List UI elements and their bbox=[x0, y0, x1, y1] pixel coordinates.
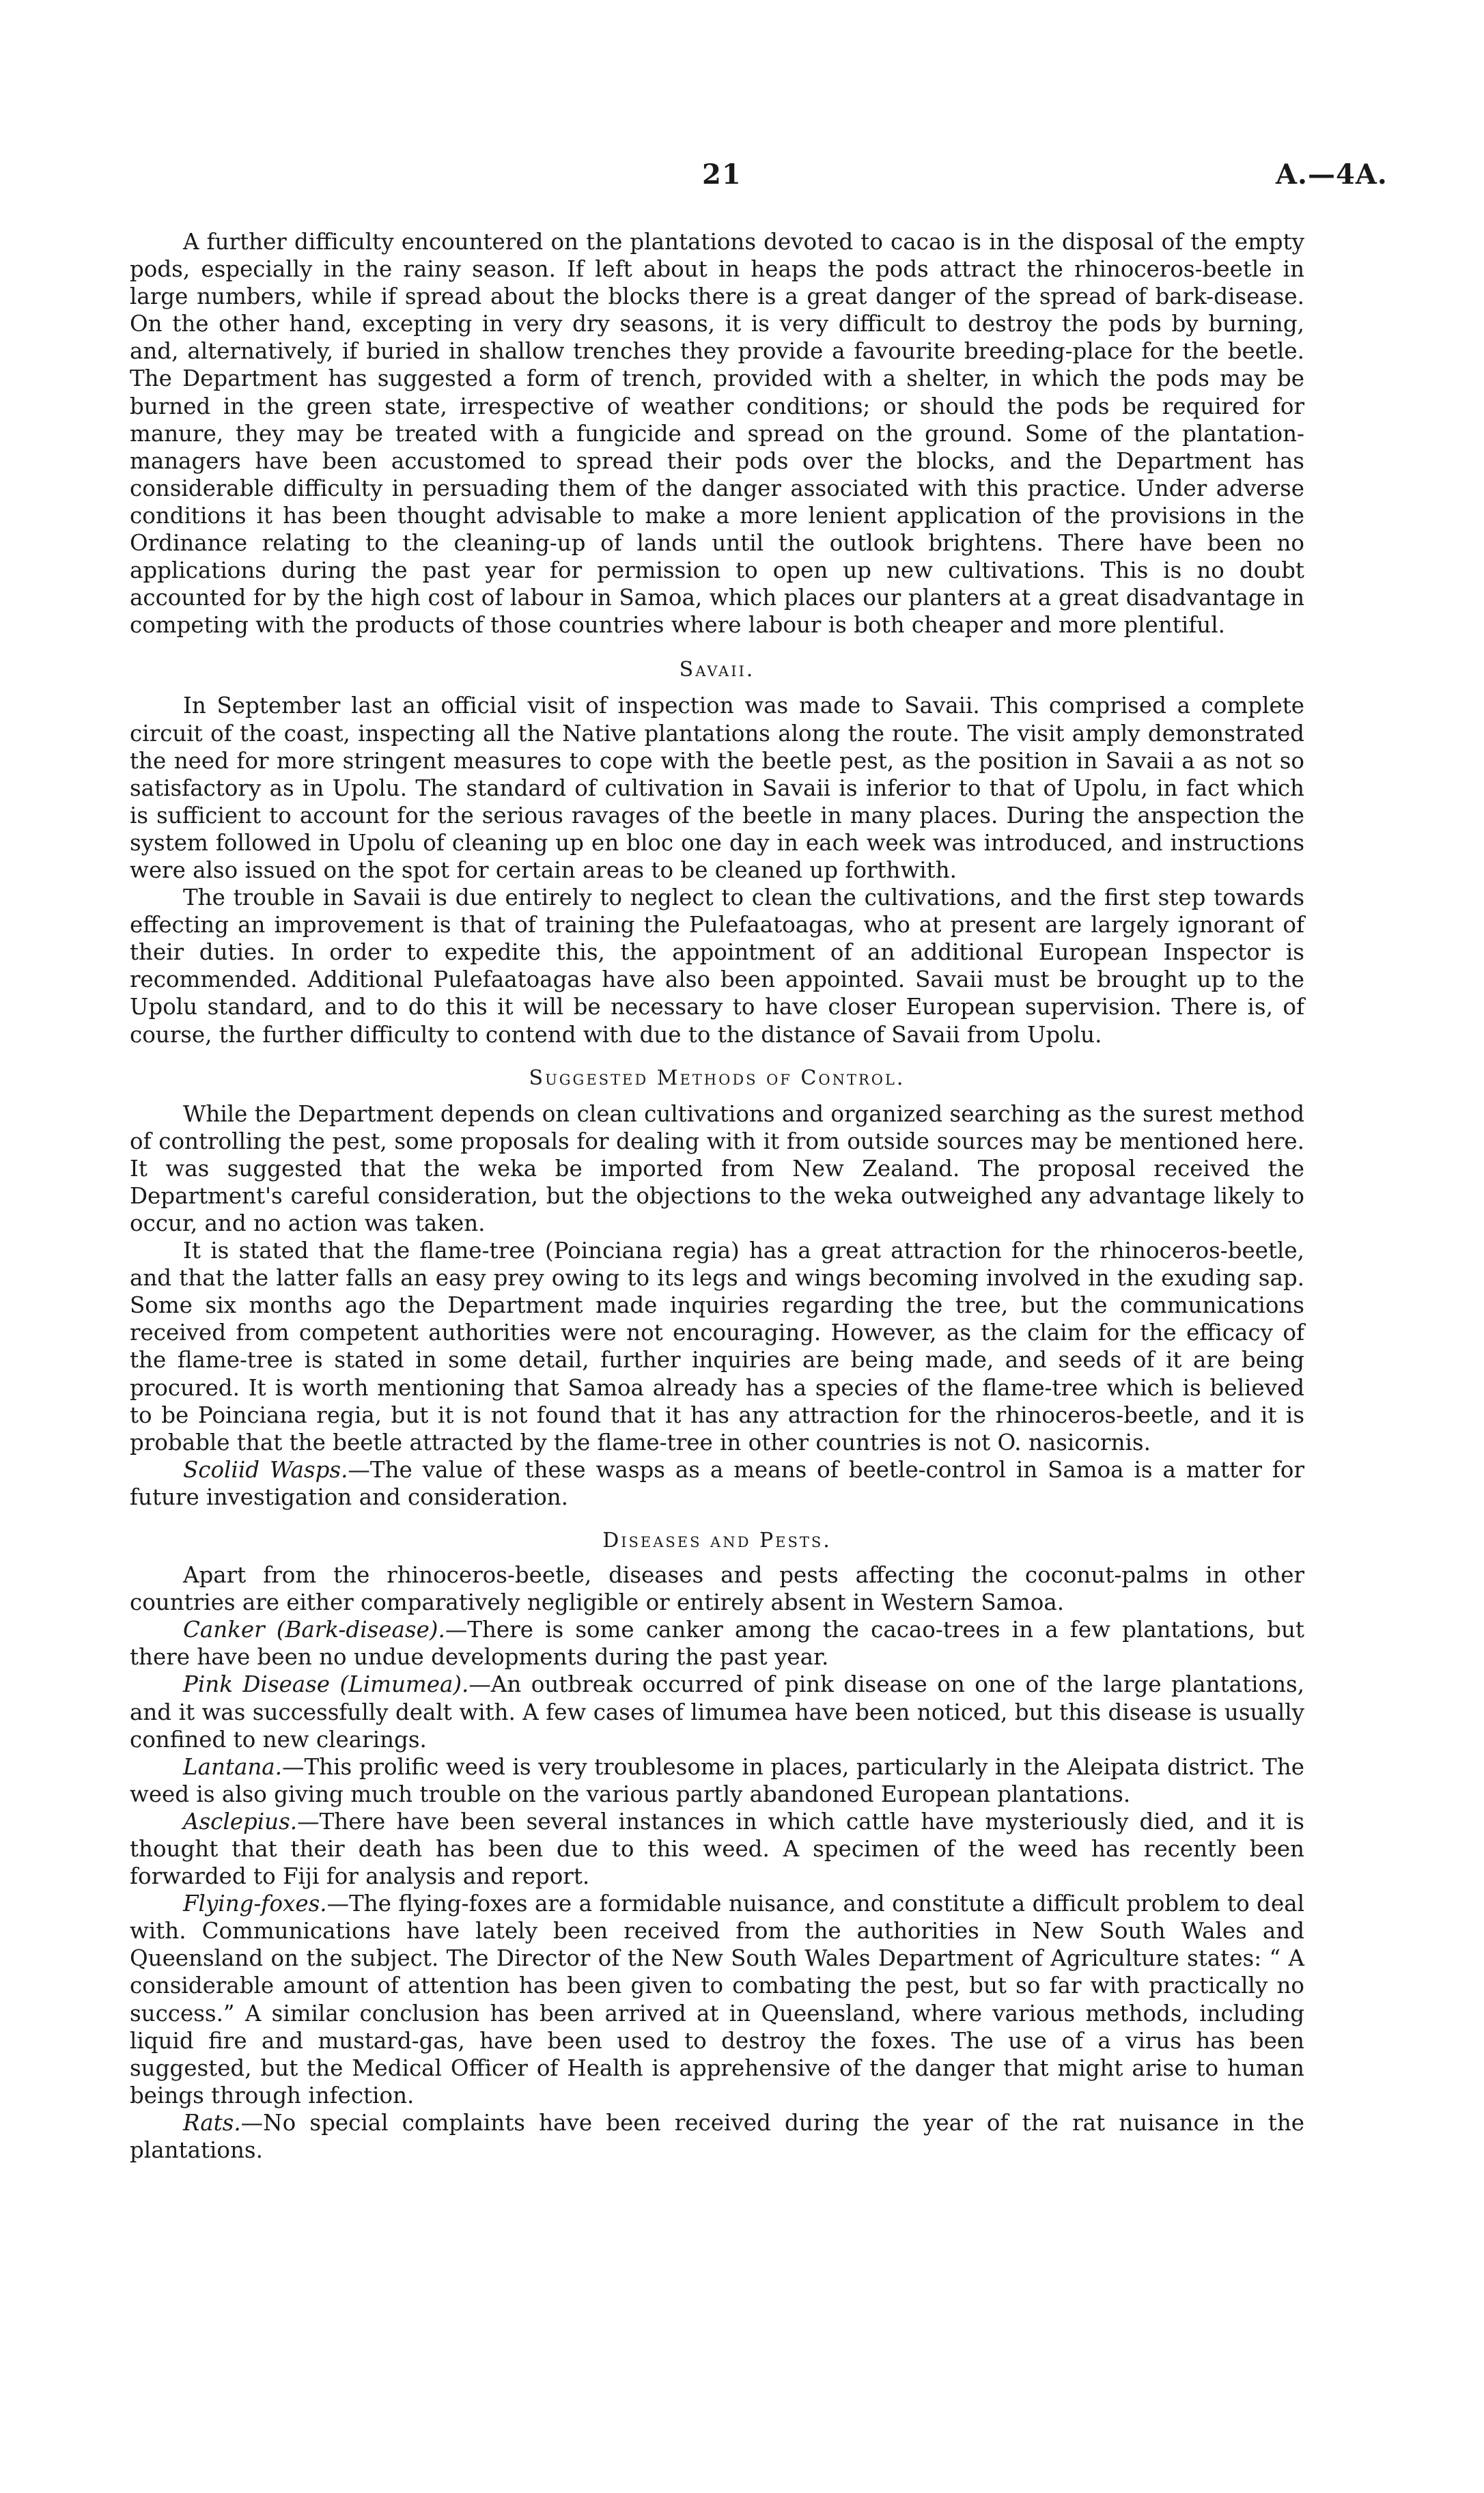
paragraph-savaii-inspection: In September last an official visit of inspection was made to Savaii. This comprised a complete circuit of the coast, inspecting all the Native plantations along the route. The visit amply demonstrated the need for more stringent measures to cope with the beetle pest, as the position in Savaii a as not so satisfactory as in Upolu. The standard of cultivation in Savaii is inferior to that of Upolu, in fact which is sufficient to account for the serious ravages of the beetle in many places. During the anspection the system followed in Upolu of cleaning up en bloc one day in each week was introduced, and instructions were also issued on the spot for certain areas to be cleaned up forthwith. bbox=[130, 693, 1304, 883]
paragraph-lantana bbox=[130, 1753, 1304, 1808]
paragraph-canker bbox=[130, 1616, 1304, 1671]
paper-reference: A.—4A. bbox=[1276, 158, 1388, 191]
paragraph-rats bbox=[130, 2109, 1304, 2164]
paragraph-pink-disease bbox=[130, 1671, 1304, 1753]
paragraph-lead: Canker (Bark-disease). bbox=[183, 1617, 445, 1643]
paragraph-text: —The value of these wasps as a means of beetle-control in Samoa is a matter for future investigation and consideration. bbox=[130, 1456, 1304, 1510]
section-heading-diseases-pests: Diseases and Pests. bbox=[602, 1529, 832, 1553]
paragraph-text: —There have been several instances in which cattle have mysteriously died, and it is thought that their death has been due to this weed. A specimen of the weed has recently been forwarded to Fiji for analysis and report. bbox=[130, 1808, 1304, 1890]
paragraph-lead: Rats. bbox=[183, 2109, 241, 2136]
paragraph-cacao-disposal: A further difficulty encountered on the plantations devoted to cacao is in the disposal of the empty pods, especially in the rainy season. If left about in heaps the pods attract the rhinoceros-beetle in large numbers, while if spread about the blocks there is a great danger of the spread of bark-disease. On the other hand, excepting in very dry seasons, it is very difficult to destroy the pods by burning, and, alternatively, if buried in shallow trenches they provide a favourite breeding-place for the beetle. The Department has suggested a form of trench, provided with a shelter, in which the pods may be burned in the green state, irrespective of weather conditions; or should the pods be required for manure, they may be treated with a fungicide and spread on the ground. Some of the plantation-managers have been accustomed to spread their pods over the blocks, and the Department has considerable difficulty in persuading them of the danger associated with this practice. Under adverse conditions it has been thought advisable to make a more lenient application of the provisions in the Ordinance relating to the cleaning-up of lands until the outlook brightens. There have been no applications during the past year for permission to open up new cultivations. This is no doubt accounted for by the high cost of labour in Samoa, which places our planters at a great disadvantage in competing with the products of those countries where labour is both cheaper and more plentiful. bbox=[130, 229, 1304, 639]
paragraph-lead: Scoliid Wasps. bbox=[183, 1456, 348, 1483]
paragraph-lead: Lantana. bbox=[183, 1753, 282, 1780]
page-header bbox=[0, 158, 1484, 199]
paragraph-diseases-intro: Apart from the rhinoceros-beetle, diseases and pests affecting the coconut-palms in other countries are either comparatively negligible or entirely absent in Western Samoa. bbox=[130, 1562, 1304, 1616]
document-body bbox=[130, 228, 1304, 2164]
paragraph-text: —There is some canker among the cacao-trees in a few plantations, but there have been no undue developments during the past year. bbox=[130, 1617, 1304, 1671]
paragraph-control-flame-tree: It is stated that the flame-tree (Poinciana regia) has a great attraction for the rhinoceros-beetle, and that the latter falls an easy prey owing to its legs and wings becoming involved in the exuding sap. Some six months ago the Department made inquiries regarding the tree, but the communications received from competent authorities were not encouraging. However, as the claim for the efficacy of the flame-tree is stated in some detail, further inquiries are being made, and seeds of it are being procured. It is worth mentioning that Samoa already has a species of the flame-tree which is believed to be Poinciana regia, but it is not found that it has any attraction for the rhinoceros-beetle, and it is probable that the beetle attracted by the flame-tree in other countries is not O. nasicornis. bbox=[130, 1238, 1304, 1456]
paragraph-text: —No special complaints have been received during the year of the rat nuisance in the plantations. bbox=[130, 2109, 1304, 2163]
paragraph-lead: Asclepius. bbox=[183, 1808, 298, 1835]
paragraph-text: —An outbreak occurred of pink disease on one of the large plantations, and it was successfully dealt with. A few cases of limumea have been noticed, but this disease is usually confined to new clearings. bbox=[130, 1671, 1305, 1753]
paragraph-lead: Pink Disease (Limumea). bbox=[183, 1671, 469, 1698]
paragraph-savaii-trouble: The trouble in Savaii is due entirely to neglect to clean the cultivations, and the first step towards effecting an improvement is that of training the Pulefaatoagas, who at present are largely ignorant of their duties. In order to expedite this, the appointment of an additional European Inspector is recommended. Additional Pulefaatoagas have also been appointed. Savaii must be brought up to the Upolu standard, and to do this it will be necessary to have closer European supervision. There is, of course, the further difficulty to contend with due to the distance of Savaii from Upolu. bbox=[130, 885, 1304, 1048]
paragraph-text: —The flying-foxes are a formidable nuisance, and constitute a difficult problem to deal with. Communications have lately been received from the authorities in New South Wales and Queensland on the subject. The Director of the New South Wales Department of Agriculture states: “ A considerable amount of attention has been given to combating the pest, but so far with practically no success.” A similar conclusion has been arrived at in Queensland, where various methods, including liquid fire and mustard-gas, have been used to destroy the foxes. The use of a virus has been suggested, but the Medical Officer of Health is apprehensive of the danger that might arise to human beings through infection. bbox=[130, 1891, 1304, 2108]
paragraph-flying-foxes bbox=[130, 1890, 1304, 2109]
paragraph-text: —This prolific weed is very troublesome in places, particularly in the Aleipata district. The weed is also giving much trouble on the various partly abandoned European plantations. bbox=[130, 1753, 1304, 1807]
paragraph-scoliid-wasps bbox=[130, 1456, 1304, 1511]
paragraph-lead: Flying-foxes. bbox=[183, 1891, 327, 1917]
paragraph-control-weka: While the Department depends on clean cultivations and organized searching as the surest method of controlling the pest, some proposals for dealing with it from outside sources may be mentioned here. It was suggested that the weka be imported from New Zealand. The proposal received the Department's careful consideration, but the objections to the weka outweighed any advantage likely to occur, and no action was taken. bbox=[130, 1100, 1304, 1236]
section-heading-control-methods: Suggested Methods of Control. bbox=[529, 1066, 906, 1090]
page-number: 21 bbox=[702, 158, 742, 191]
paragraph-asclepius bbox=[130, 1808, 1304, 1890]
section-heading-savaii: Savaii. bbox=[679, 658, 755, 682]
